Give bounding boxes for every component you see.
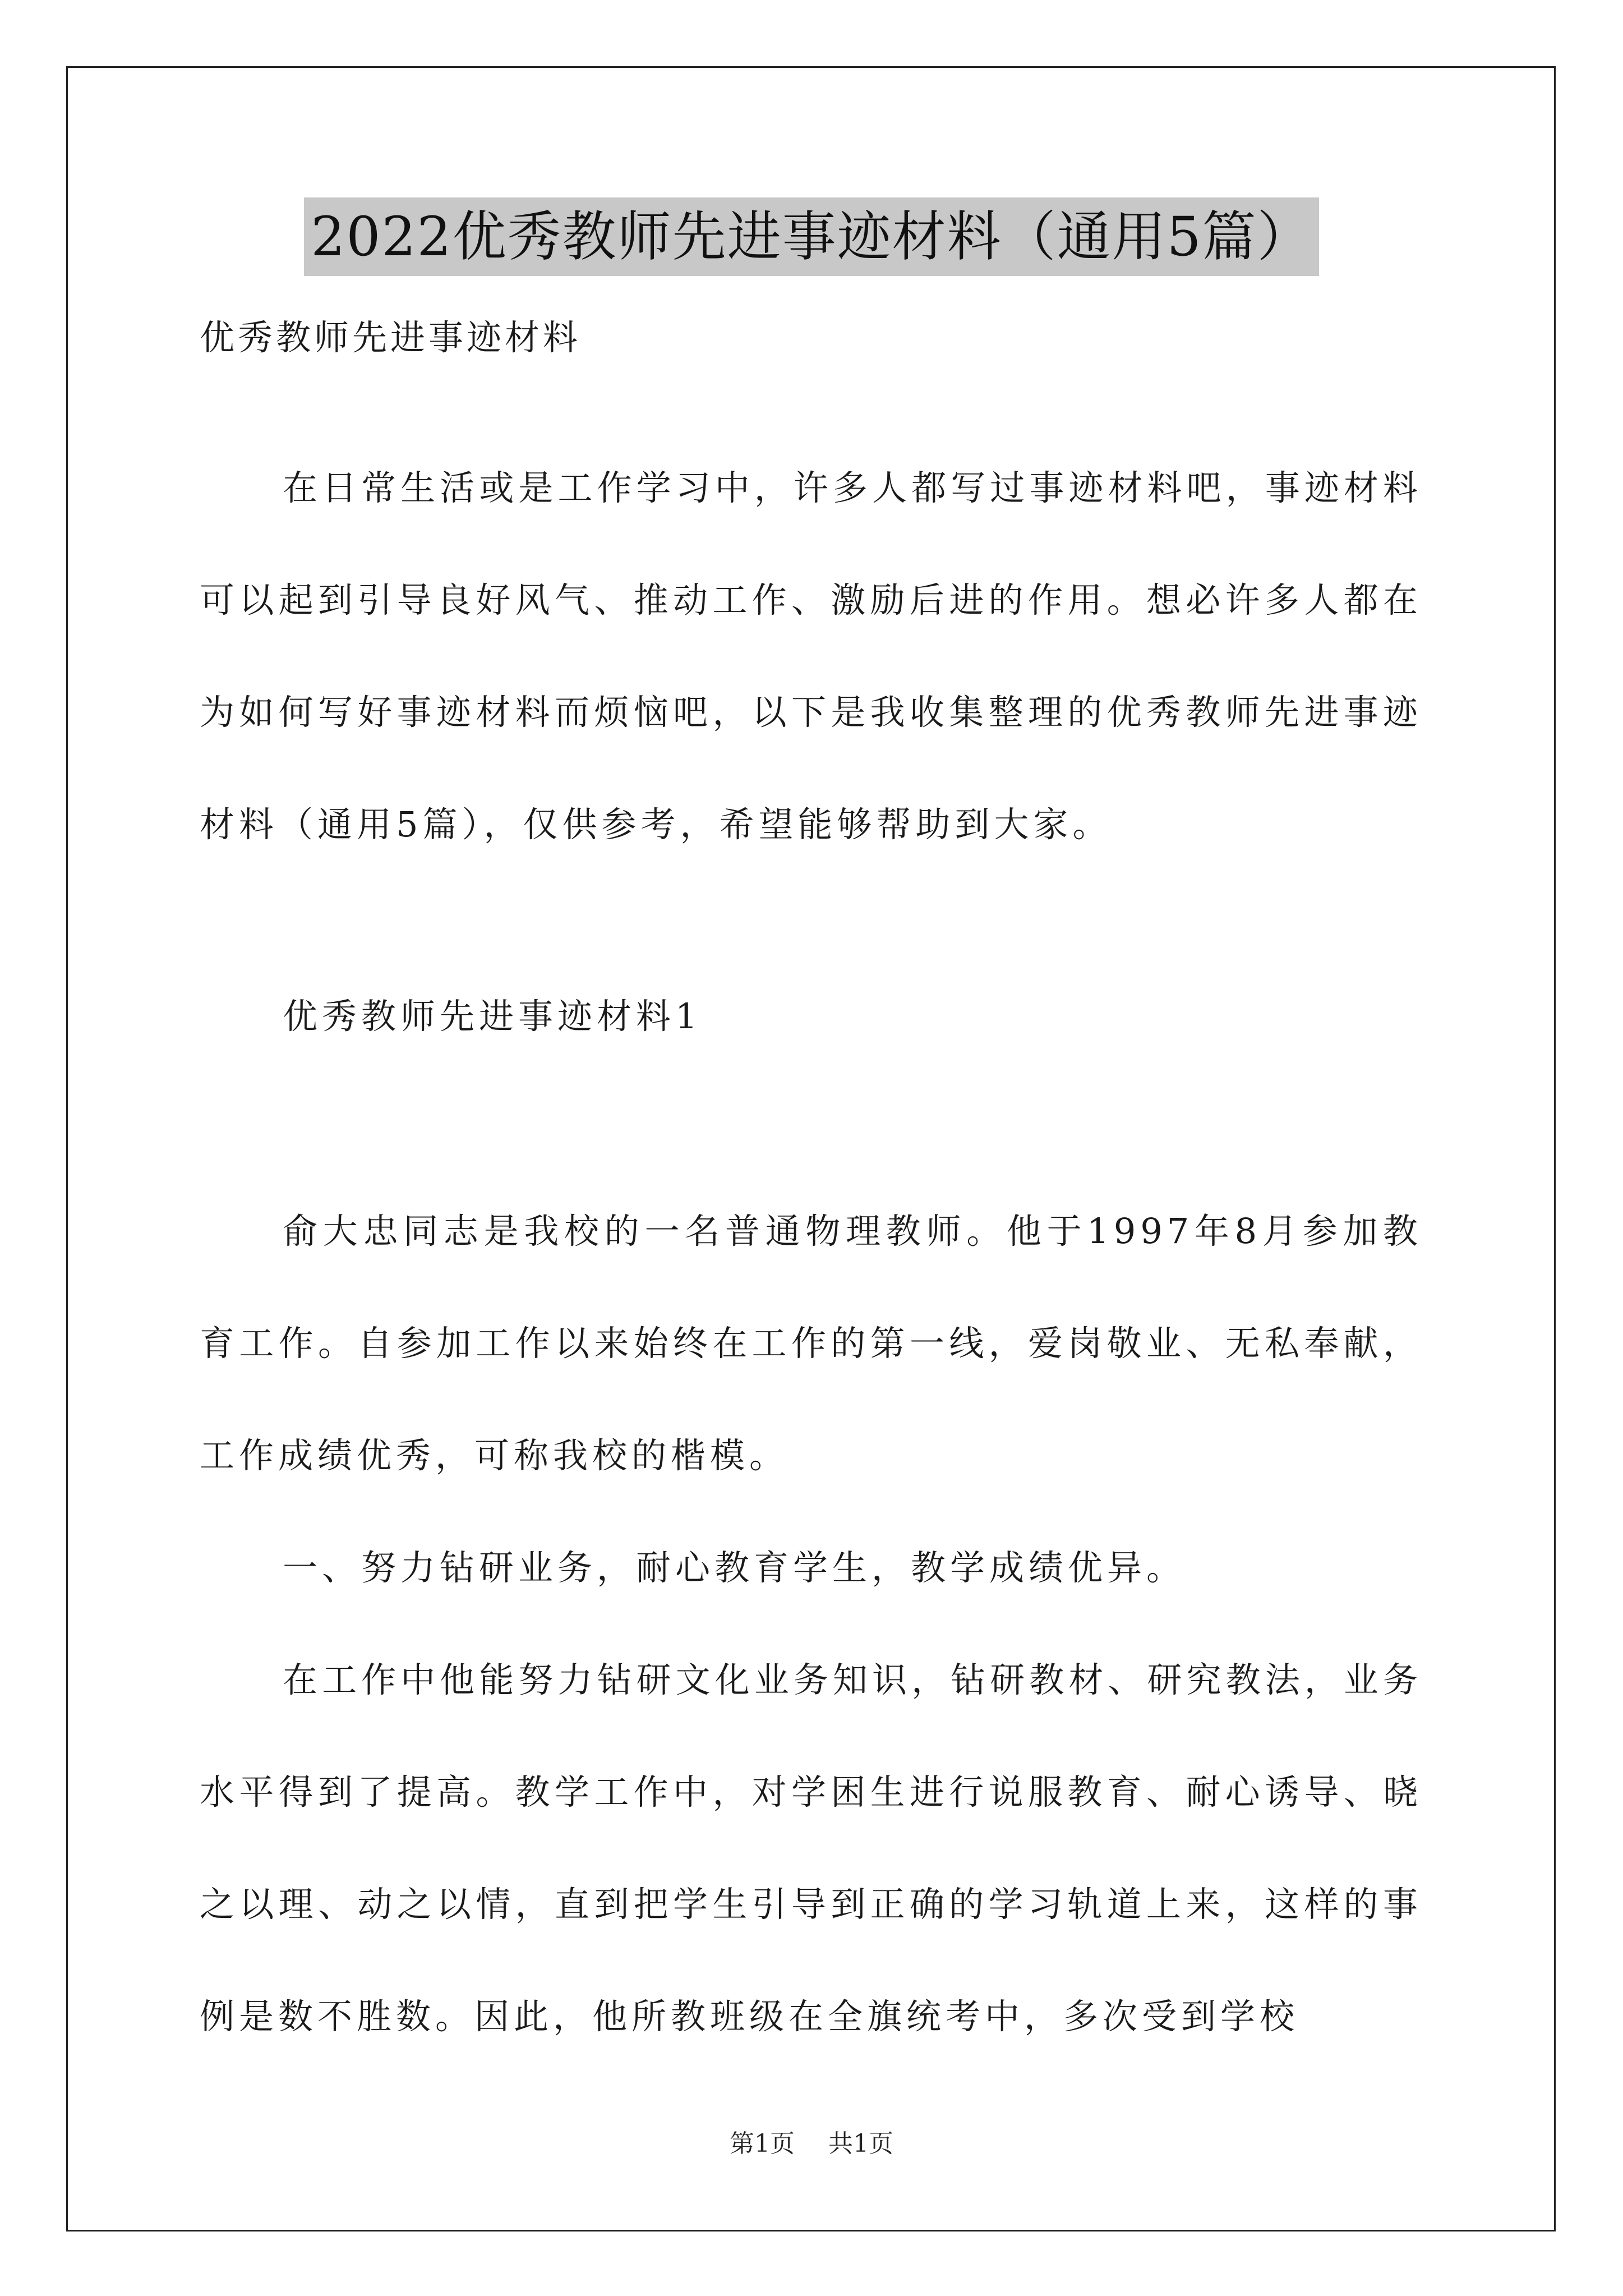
document-title: 2022优秀教师先进事迹材料（通用5篇）	[304, 197, 1318, 276]
title-container	[0, 197, 1623, 276]
body-paragraph-1: 俞大忠同志是我校的一名普通物理教师。他于1997年8月参加教育工作。自参加工作以来始终在工作的第一线，爱岗敬业、无私奉献，工作成绩优秀，可称我校的楷模。	[200, 1211, 1422, 1476]
subsection-heading-1: 一、努力钻研业务，耐心教育学生，教学成绩优异。	[283, 1547, 1186, 1588]
document-subtitle: 优秀教师先进事迹材料	[200, 317, 582, 358]
intro-paragraph: 在日常生活或是工作学习中，许多人都写过事迹材料吧，事迹材料可以起到引导良好风气、推动工作、激励后进的作用。想必许多人都在为如何写好事迹材料而烦恼吧，以下是我收集整理的优秀教师先进事迹材料（通用5篇），仅供参考，希望能够帮助到大家。	[200, 467, 1422, 845]
body-paragraph-2: 在工作中他能努力钻研文化业务知识，钻研教材、研究教法，业务水平得到了提高。教学工作中，对学困生进行说服教育、耐心诱导、晓之以理、动之以情，直到把学生引导到正确的学习轨道上来，这样的事例是数不胜数。因此，他所教班级在全旗统考中，多次受到学校	[200, 1659, 1422, 2037]
page-total: 共1页	[828, 2129, 893, 2158]
page-number: 第1页	[730, 2129, 795, 2158]
section-heading-1: 优秀教师先进事迹材料1	[283, 996, 702, 1037]
page-footer	[0, 2127, 1623, 2161]
